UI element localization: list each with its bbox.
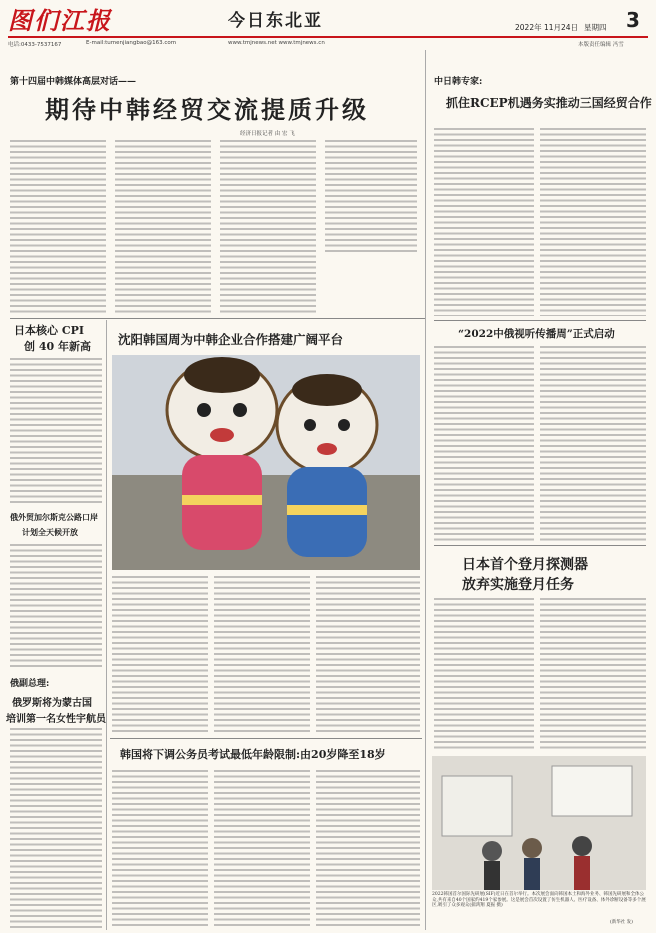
gas-headline-1: 俄外贸加尔斯克公路口岸 (10, 512, 98, 522)
japan-probe-body-col1 (434, 598, 534, 750)
section-title: 今日东北亚 (228, 11, 323, 31)
masthead-logo: 图们江报 (8, 6, 112, 35)
china-russia-headline: “2022中俄视听传播周”正式启动 (458, 328, 615, 340)
side-top-headline: 抓住RCEP机遇务实推动三国经贸合作 (446, 96, 652, 110)
cpi-headline-2: 创 40 年新高 (24, 340, 91, 353)
lead-body-col2 (115, 140, 211, 315)
bottom-photo (432, 756, 646, 890)
japan-probe-headline-1: 日本首个登月探测器 (462, 557, 588, 573)
masthead-website: www.tmjnews.net www.tmjnews.cn (228, 40, 325, 46)
china-russia-bottom-rule (434, 545, 646, 546)
lead-body-col4 (325, 140, 417, 255)
masthead-email: E-mail:tumenjiangbao@163.com (86, 40, 177, 46)
korea-exam-headline: 韩国将下调公务员考试最低年龄限制:由20岁降至18岁 (120, 748, 386, 761)
shenyang-photo (112, 355, 420, 570)
left-col-divider (106, 320, 107, 930)
japan-probe-headline-2: 放弃实施登月任务 (462, 577, 574, 593)
korea-exam-body-col3 (316, 770, 420, 928)
shenyang-body-col2 (214, 576, 310, 734)
lead-bottom-rule (10, 318, 425, 319)
shenyang-headline: 沈阳韩国周为中韩企业合作搭建广阔平台 (118, 332, 344, 347)
shenyang-body-col3 (316, 576, 420, 734)
korea-exam-body-col2 (214, 770, 310, 928)
lead-body-col3 (220, 140, 316, 315)
russia-news-label: 俄副总理: (10, 679, 50, 689)
issue-date: 2022年 11月24日 (515, 23, 579, 32)
masthead-rule (8, 36, 648, 38)
mascot-illustration (112, 355, 420, 570)
mongolia-headline-2: 培训第一名女性宇航员 (6, 714, 106, 725)
side-top-kicker: 中日韩专家: (434, 77, 483, 87)
right-divider (425, 50, 426, 930)
bottom-photo-credit: (新华社 发) (610, 920, 633, 925)
gas-headline-2: 计划全天候开放 (22, 527, 78, 537)
gas-body (10, 544, 102, 669)
side-top-body-col2 (540, 128, 646, 316)
shenyang-body-col1 (112, 576, 208, 734)
masthead-editor: 本版责任编辑 冯雪 (578, 42, 624, 48)
masthead-phone: 电话:0433-7537167 (8, 42, 62, 48)
lead-kicker: 第十四届中韩媒体高层对话—— (10, 77, 137, 87)
page-number: 3 (626, 8, 640, 32)
mongolia-body (10, 728, 102, 928)
lead-byline: 经济日报记者 由 宏 飞 (240, 131, 295, 137)
korea-exam-body-col1 (112, 770, 208, 928)
side-top-rule (434, 320, 646, 321)
bottom-photo-caption: 2022韩国首尔国际先研展(SIF)近日在首尔举行。本次展会面向韩国本土和海外业务、韩国先研展和全体公众,共有来自40个国家约419个家参展。这是展会首次设置了仿生机器人、医疗设备、体外诊断设备等多个展区,吸引了众多观众(揣鸿翔 夏振 摄) (432, 892, 646, 908)
japan-probe-body-col2 (540, 598, 646, 750)
cpi-body (10, 358, 102, 506)
issue-weekday: 星期四 (584, 23, 607, 32)
shenyang-bottom-rule (110, 738, 422, 739)
lead-headline: 期待中韩经贸交流提质升级 (45, 95, 369, 124)
china-russia-body-col2 (540, 346, 646, 541)
masthead (0, 0, 656, 48)
side-top-body-col1 (434, 128, 534, 316)
lead-body-col1 (10, 140, 106, 315)
mongolia-headline-1: 俄罗斯将为蒙古国 (12, 698, 92, 709)
cpi-headline-1: 日本核心 CPI (14, 324, 85, 337)
china-russia-body-col1 (434, 346, 534, 541)
expo-photo-illustration (432, 756, 646, 890)
